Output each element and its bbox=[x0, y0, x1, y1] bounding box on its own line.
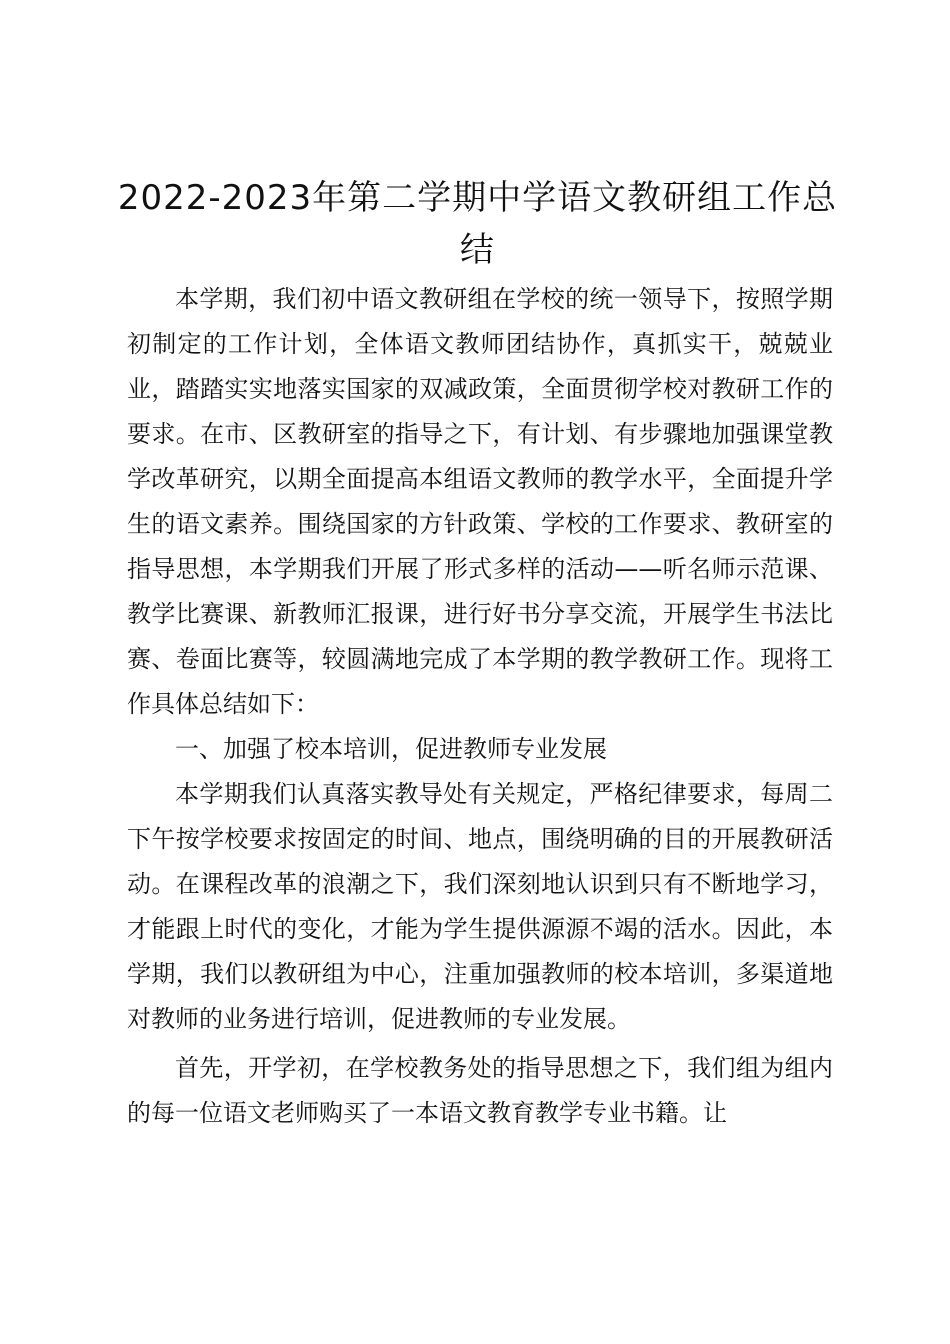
section-1-paragraph-1: 本学期我们认真落实教导处有关规定，严格纪律要求，每周二下午按学校要求按固定的时间、地点，围绕明确的目的开展教研活动。在课程改革的浪潮之下，我们深刻地认识到只有不断地学习，才能跟上时代的变化，才能为学生提供源源不竭的活水。因此，本学期，我们以教研组为中心，注重加强教师的校本培训，多渠道地对教师的业务进行培训，促进教师的专业发展。 bbox=[127, 780, 833, 1033]
section-1-paragraph-2: 首先，开学初，在学校教务处的指导思想之下，我们组为组内的每一位语文老师购买了一本语文教育教学专业书籍。让 bbox=[127, 1054, 833, 1127]
section-heading-1: 一、加强了校本培训，促进教师专业发展 bbox=[175, 735, 607, 763]
intro-paragraph: 本学期，我们初中语文教研组在学校的统一领导下，按照学期初制定的工作计划，全体语文教师团结协作，真抓实干，兢兢业业，踏踏实实地落实国家的双减政策，全面贯彻学校对教研工作的要求。在市、区教研室的指导之下，有计划、有步骤地加强课堂教学改革研究，以期全面提高本组语文教师的教学水平，全面提升学生的语文素养。围绕国家的方针政策、学校的工作要求、教研室的指导思想，本学期我们开展了形式多样的活动——听名师示范课、教学比赛课、新教师汇报课，进行好书分享交流，开展学生书法比赛、卷面比赛等，较圆满地完成了本学期的教学教研工作。现将工作具体总结如下： bbox=[127, 285, 833, 718]
document-title: 2022-2023年第二学期中学语文教研组工作总结 bbox=[117, 178, 838, 270]
document-body bbox=[127, 277, 833, 1136]
